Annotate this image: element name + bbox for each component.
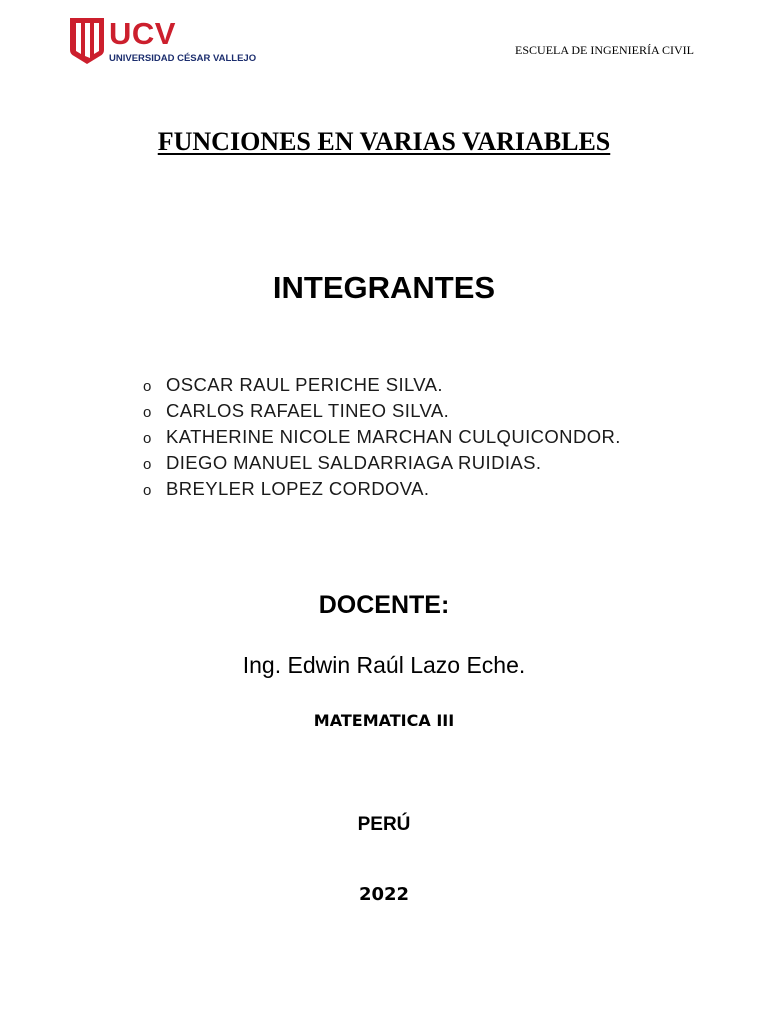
- bullet-icon: o: [143, 378, 152, 395]
- member-name: KATHERINE NICOLE MARCHAN CULQUICONDOR.: [166, 426, 621, 447]
- list-item: [143, 372, 621, 398]
- teacher-name: Ing. Edwin Raúl Lazo Eche.: [242, 652, 526, 678]
- ucv-shield-icon: [70, 16, 106, 66]
- members-list: [143, 372, 621, 502]
- bullet-icon: o: [143, 430, 152, 447]
- list-item: [143, 476, 621, 502]
- member-name: BREYLER LOPEZ CORDOVA.: [166, 478, 430, 499]
- member-name: OSCAR RAUL PERICHE SILVA.: [166, 374, 443, 395]
- member-name: CARLOS RAFAEL TINEO SILVA.: [166, 400, 450, 421]
- bullet-icon: o: [143, 404, 152, 421]
- bullet-icon: o: [143, 456, 152, 473]
- bullet-icon: o: [143, 482, 152, 499]
- logo-brand-text: UCV: [109, 16, 176, 51]
- list-item: [143, 450, 621, 476]
- school-name: ESCUELA DE INGENIERÍA CIVIL: [515, 43, 694, 57]
- document-title: FUNCIONES EN VARIAS VARIABLES: [157, 127, 611, 156]
- course-name: MATEMATICA III: [313, 711, 455, 730]
- list-item: [143, 398, 621, 424]
- university-logo: [70, 16, 257, 68]
- teacher-heading: DOCENTE:: [318, 591, 450, 619]
- list-item: [143, 424, 621, 450]
- member-name: DIEGO MANUEL SALDARRIAGA RUIDIAS.: [166, 452, 542, 473]
- year: 2022: [358, 884, 410, 905]
- members-heading: INTEGRANTES: [272, 270, 496, 305]
- logo-subtitle: UNIVERSIDAD CÉSAR VALLEJO: [109, 53, 257, 64]
- country: PERÚ: [357, 814, 411, 835]
